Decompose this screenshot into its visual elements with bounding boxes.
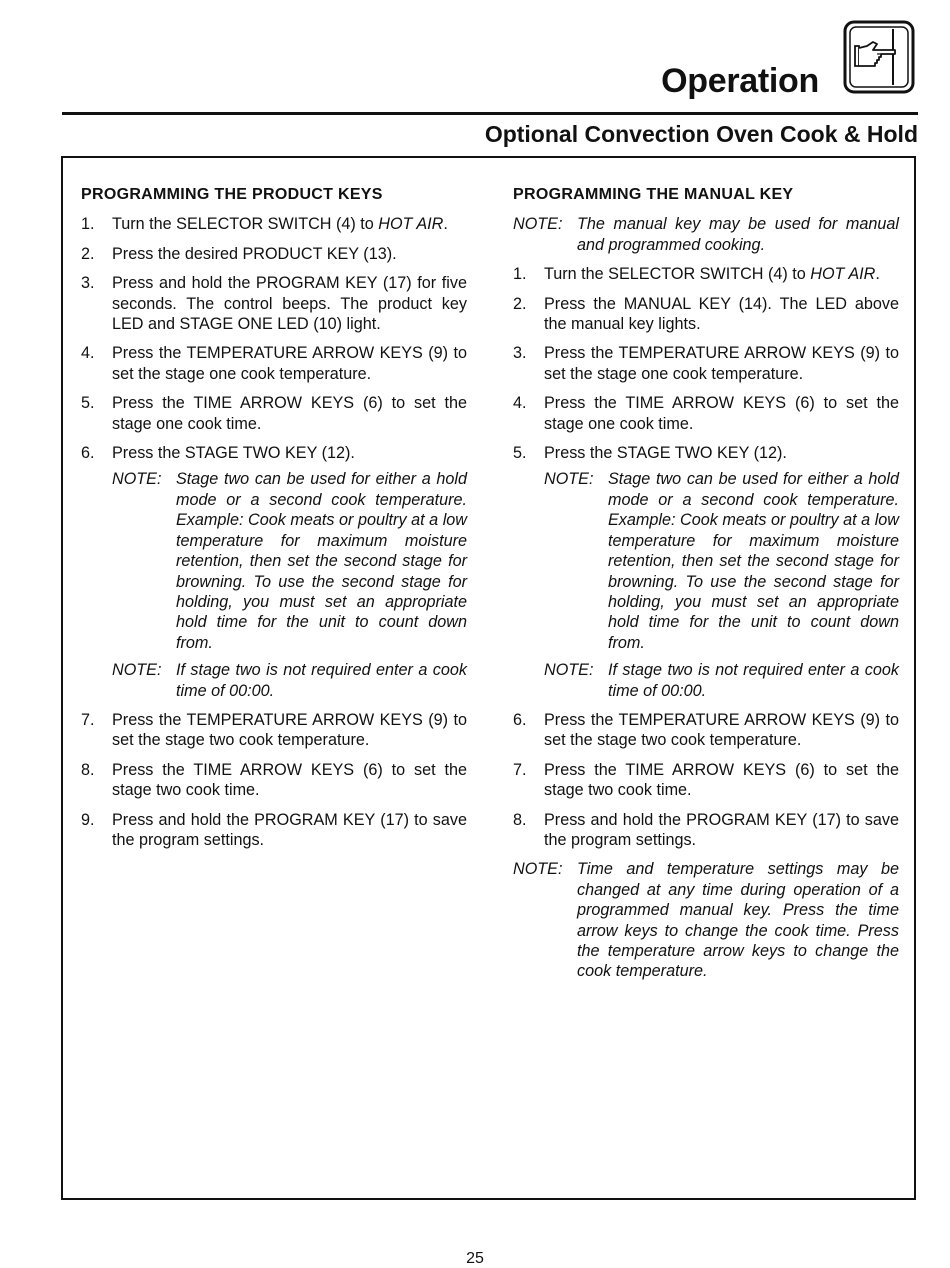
section-title: Operation — [661, 62, 819, 100]
list-item: 1. Turn the SELECTOR SWITCH (4) to HOT AIR. — [513, 265, 880, 284]
list-item: 2. Press the desired PRODUCT KEY (13). — [81, 244, 397, 263]
list-item: 5. Press the TIME ARROW KEYS (6) to set the stage one cook time. — [81, 394, 467, 433]
list-item: 2. Press the MANUAL KEY (14). The LED above the manual key lights. — [513, 294, 899, 334]
list-item: 8. Press the TIME ARROW KEYS (6) to set the stage two cook time. — [81, 760, 467, 800]
list-item: 7. Press the TEMPERATURE ARROW KEYS (9) to set the stage two cook temperature. — [81, 710, 467, 750]
header-rule — [62, 112, 918, 115]
right-steps-list — [513, 264, 899, 463]
list-item: 4. Press the TIME ARROW KEYS (6) to set the stage one cook time. — [513, 394, 899, 433]
right-column — [513, 185, 899, 989]
note: NOTE: If stage two is not required enter a cook time of 00:00. — [544, 661, 899, 700]
list-item: 4. Press the TEMPERATURE ARROW KEYS (9) to set the stage one cook temperature. — [81, 344, 467, 383]
left-steps-list — [81, 214, 467, 463]
note: NOTE: The manual key may be used for manual and programmed cooking. — [513, 215, 899, 254]
page-number: 25 — [466, 1250, 484, 1267]
left-column — [81, 185, 467, 859]
right-column-heading: PROGRAMMING THE MANUAL KEY — [513, 186, 794, 203]
list-item: 1. Turn the SELECTOR SWITCH (4) to HOT AIR. — [81, 215, 448, 234]
left-steps-list-continued — [81, 710, 467, 850]
list-item: 9. Press and hold the PROGRAM KEY (17) to save the program settings. — [81, 810, 467, 849]
list-item: 7. Press the TIME ARROW KEYS (6) to set the stage two cook time. — [513, 760, 899, 800]
list-item: 6. Press the STAGE TWO KEY (12). — [81, 444, 355, 463]
list-item: 5. Press the STAGE TWO KEY (12). — [513, 444, 787, 463]
note: NOTE: Time and temperature settings may be changed at any time during operation of a programmed manual key. Press the time arrow keys to change the cook time. Press the temperature arrow keys to change the cook temperature. — [513, 860, 899, 981]
list-item: 3. Press the TEMPERATURE ARROW KEYS (9) to set the stage one cook temperature. — [513, 344, 899, 383]
list-item: 3. Press and hold the PROGRAM KEY (17) for five seconds. The control beeps. The product key LED and STAGE ONE LED (10) light. — [81, 274, 467, 334]
list-item: 8. Press and hold the PROGRAM KEY (17) to save the program settings. — [513, 810, 899, 849]
right-steps-list-continued — [513, 710, 899, 850]
left-column-heading: PROGRAMMING THE PRODUCT KEYS — [81, 186, 383, 203]
page-subtitle: Optional Convection Oven Cook & Hold — [484, 121, 918, 147]
note: NOTE: Stage two can be used for either a hold mode or a second cook temperature. Example: Cook meats or poultry at a low temperature for maximum moisture retention, then set the second stage for browning. To use the second stage for holding, you must set an appropriate hold time for the unit to count down from. — [112, 470, 467, 652]
list-item: 6. Press the TEMPERATURE ARROW KEYS (9) to set the stage two cook temperature. — [513, 710, 899, 750]
note: NOTE: If stage two is not required enter a cook time of 00:00. — [112, 661, 467, 700]
pointing-hand-icon — [843, 20, 915, 94]
note: NOTE: Stage two can be used for either a hold mode or a second cook temperature. Example: Cook meats or poultry at a low temperature for maximum moisture retention, then set the second stage for browning. To use the second stage for holding, you must set an appropriate hold time for the unit to count down from. — [544, 470, 899, 652]
